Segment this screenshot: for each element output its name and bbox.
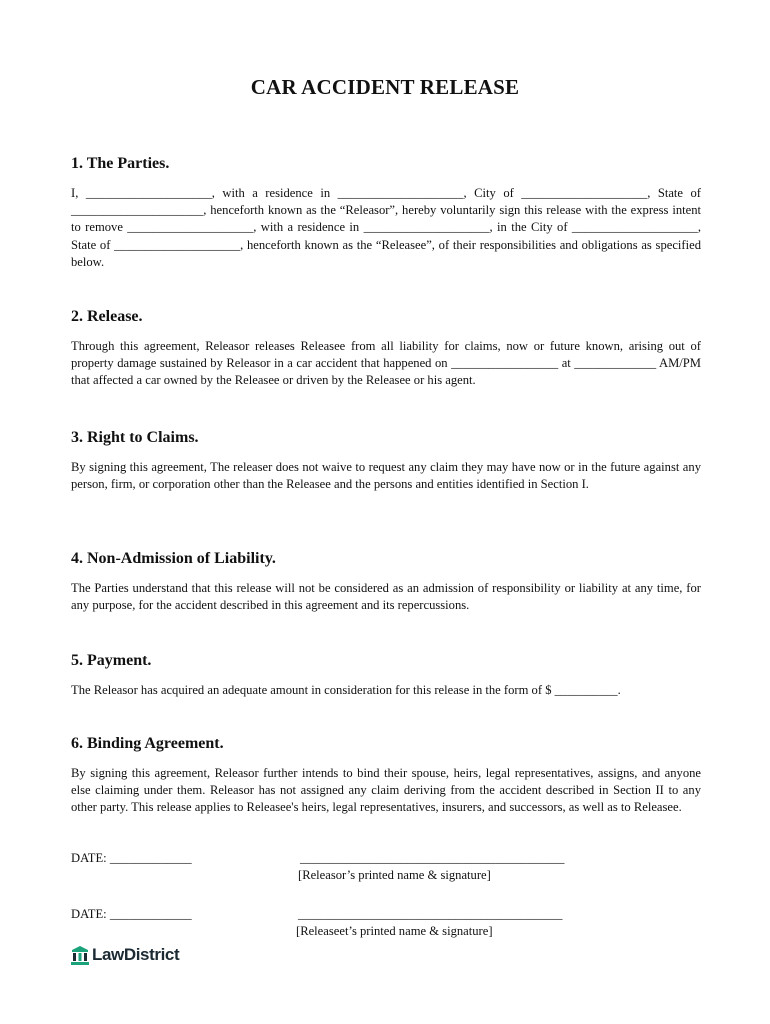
document-title: CAR ACCIDENT RELEASE [250,75,520,99]
lawdistrict-logo [70,944,179,966]
signature-line[interactable]: __________________________________________ [298,907,563,921]
section-non-admission [71,550,701,614]
section-body: By signing this agreement, The releaser does not waive to request any claim they may have now or in the future against any person, firm, or corporation other than the Releasee and the persons and entities identified in Section I. [71,460,701,492]
section-payment [71,652,701,699]
section-heading: 3. Right to Claims. [71,429,199,446]
section-body: Through this agreement, Releasor releases Releasee from all liability for claims, now or future known, arising out of property damage sustained by Releasor in a car accident that happened on _________________ at _____________ AM/PM that affected a car owned by the Releasee or driven by the Releasee or his agent. [71,339,701,388]
section-body: I, ____________________, with a residence in ____________________, City of ____________________, State of _____________________, henceforth known as the “Releasor”, hereby voluntarily sign this release with the express intent to remove ____________________, with a residence in ____________________, in the City of ____________________, State of ____________________, henceforth known as the “Releasee”, of their responsibilities and obligations as specified below. [71,186,701,269]
signature-line[interactable]: __________________________________________ [300,851,565,865]
section-body: The Parties understand that this release will not be considered as an admission of responsibility or liability at any time, for any purpose, for the accident described in this agreement and its repercussions. [71,581,701,613]
section-heading: 4. Non-Admission of Liability. [71,550,276,567]
section-binding-agreement [71,735,701,817]
lawdistrict-logo-icon [70,944,90,966]
section-body: The Releasor has acquired an adequate amount in consideration for this release in the form of $ __________. [71,683,621,697]
date-field[interactable]: DATE: _____________ [71,851,192,865]
section-heading: 1. The Parties. [71,155,170,172]
signature-caption: [Releasor’s printed name & signature] [298,868,491,882]
section-heading: 2. Release. [71,308,143,325]
section-right-to-claims [71,429,701,493]
section-heading: 6. Binding Agreement. [71,735,224,752]
brand-name: LawDistrict [92,945,180,964]
section-heading: 5. Payment. [71,652,152,669]
date-field[interactable]: DATE: _____________ [71,907,192,921]
section-parties [71,155,701,271]
section-body: By signing this agreement, Releasor further intends to bind their spouse, heirs, legal representatives, assigns, and anyone else claiming under them. Releasor has not assigned any claim deriving from the accident described in Section II to any other party. This release applies to Releasee's heirs, legal representatives, insurers, and successors, as well as to Releasee. [71,766,701,815]
signature-caption: [Releaseet’s printed name & signature] [296,924,493,938]
section-release [71,308,701,390]
